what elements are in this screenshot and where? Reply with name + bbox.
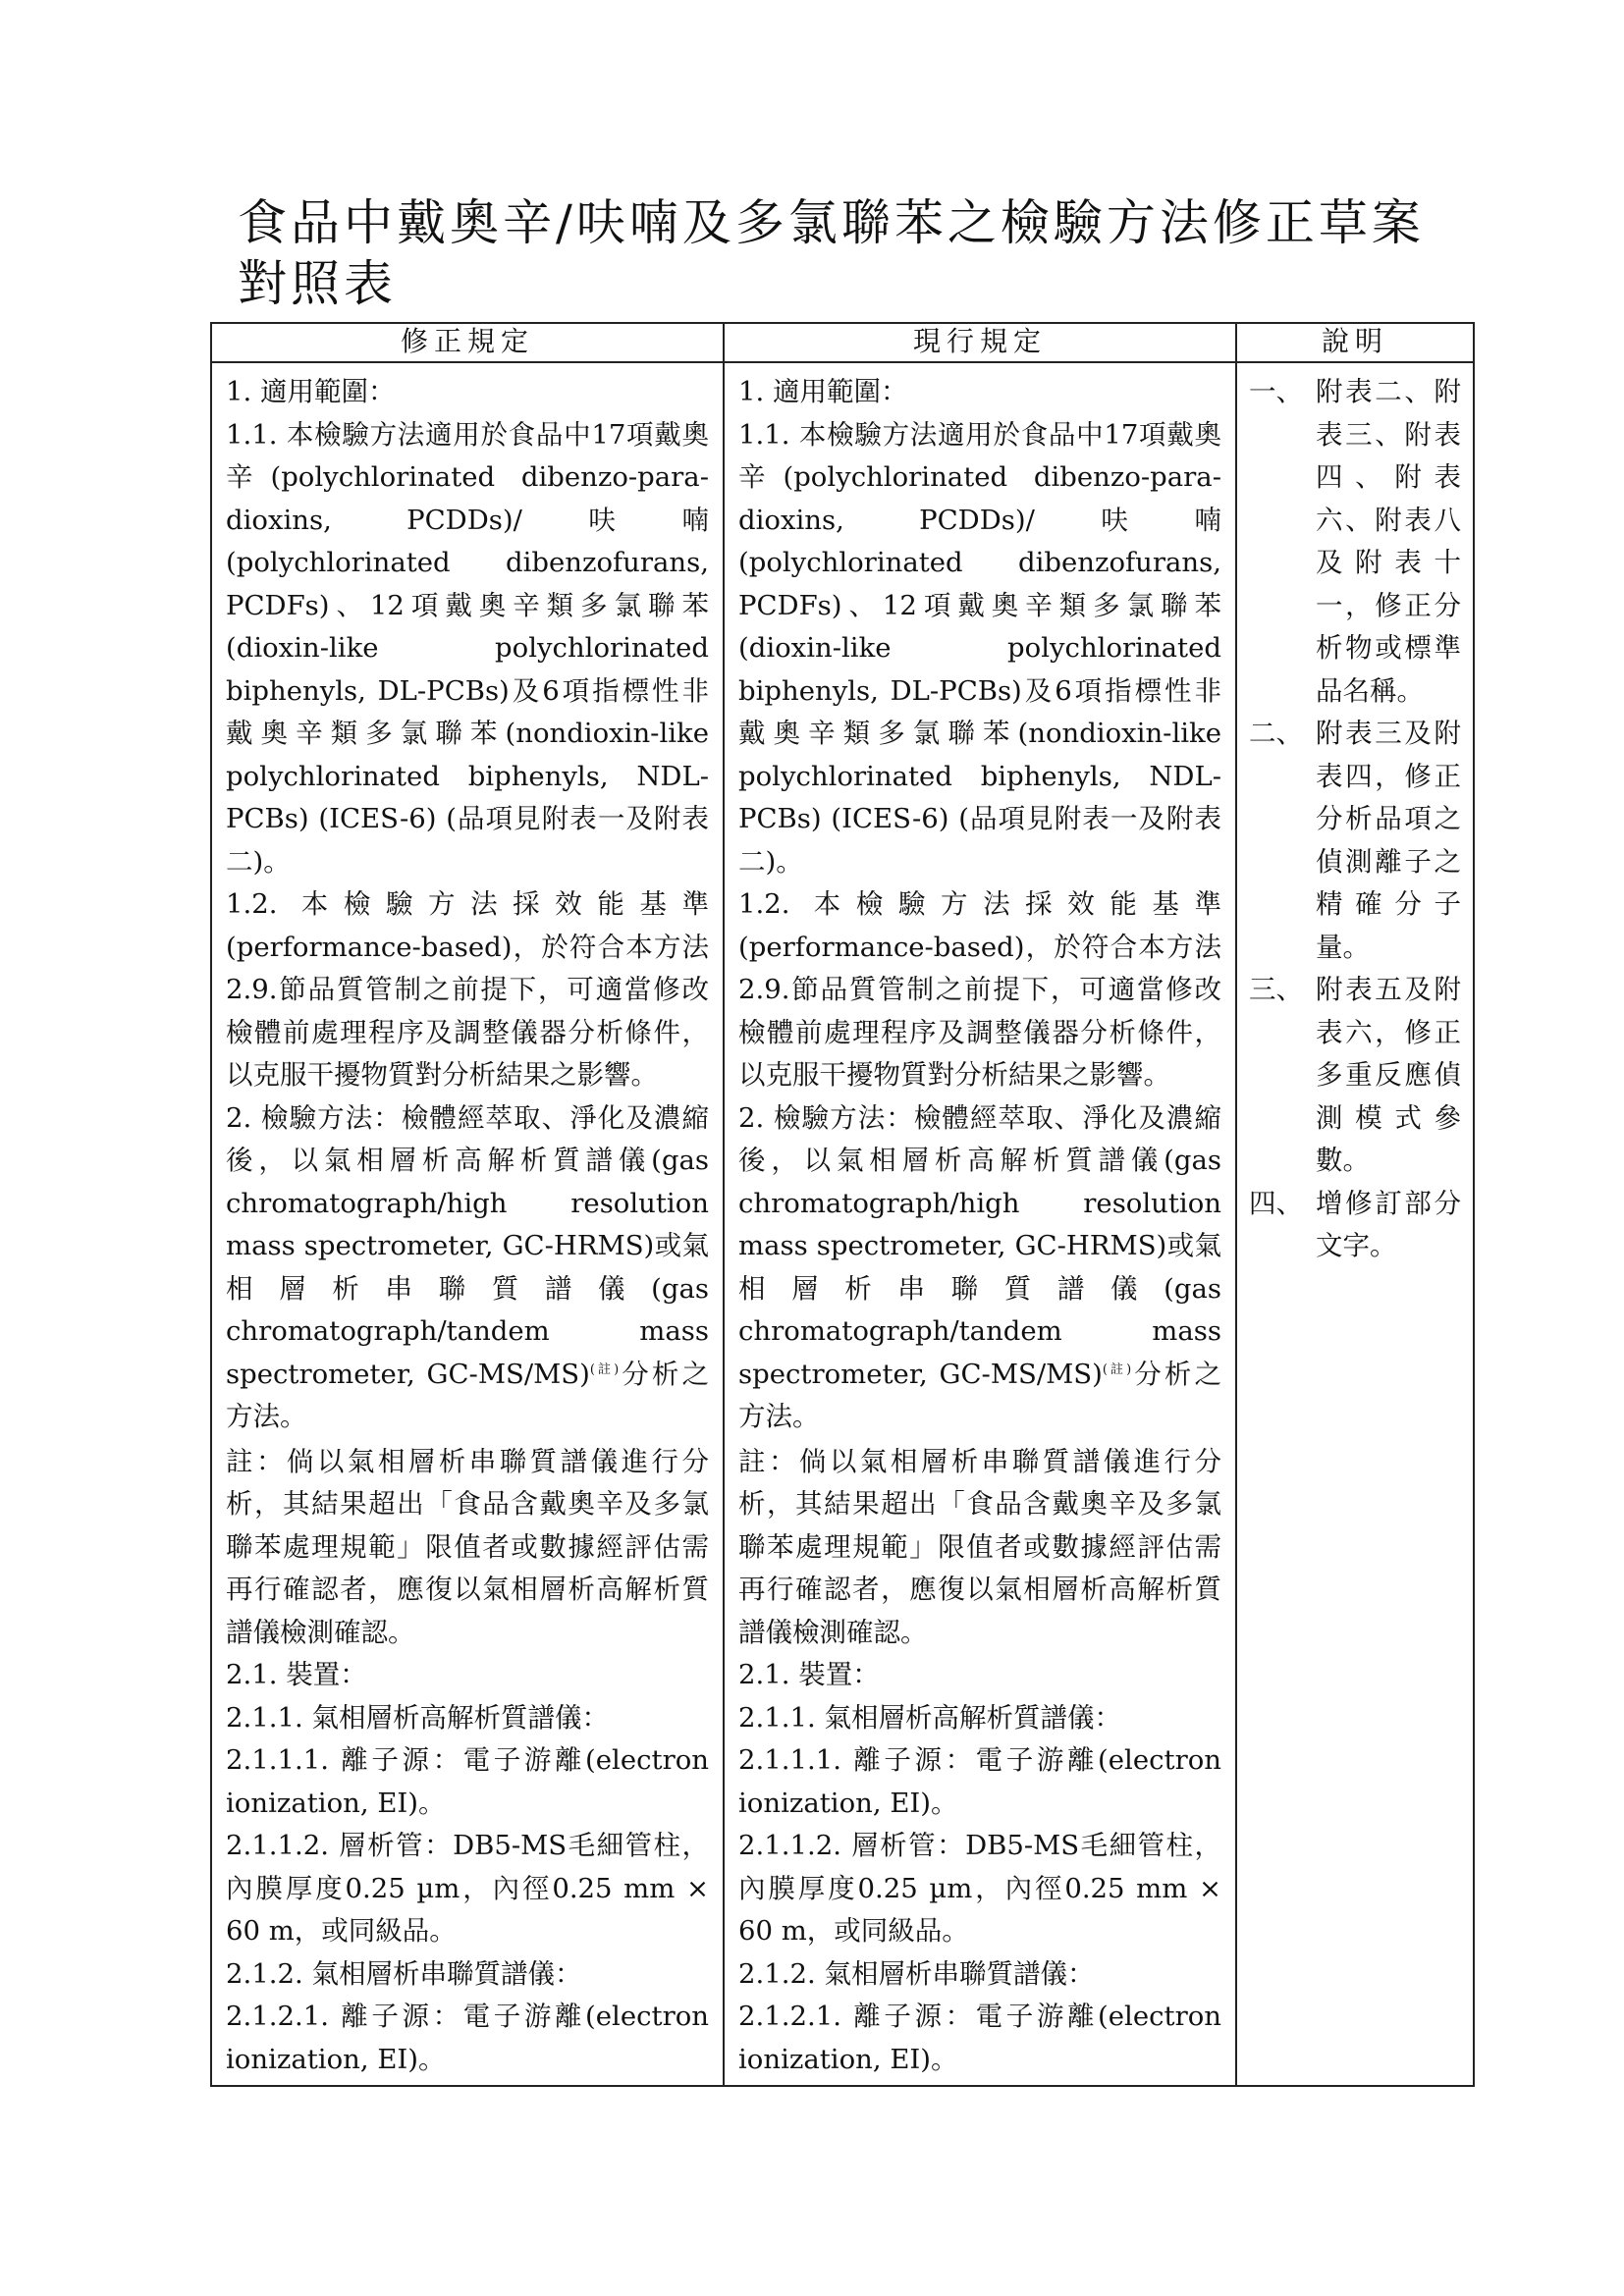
note-text: 附表五及附表六，修正多重反應偵測模式參數。 — [1316, 974, 1461, 1176]
note-text: 附表三及附表四，修正分析品項之偵測離子之精確分子量。 — [1316, 718, 1461, 963]
note-text: 增修訂部分文字。 — [1316, 1187, 1461, 1261]
revised-column — [211, 362, 724, 2086]
note-marker: 四、 — [1249, 1187, 1303, 1219]
note-text: 附表二、附表三、附表四、附表六、附表八及附表十一，修正分析物或標準品名稱。 — [1316, 376, 1461, 707]
revised-method-text: 2. 檢驗方法：檢體經萃取、淨化及濃縮後，以氣相層析高解析質譜儀(gas chromatograph/high resolution mass spectrometer, GC-HRMS)或氣相層析串聯質譜儀(gas chromatograph/tandem mass spectrometer, GC-MS/MS) — [226, 1101, 709, 1390]
current-para: 2.1.1.1. 離子源：電子游離(electron ionization, EI)。 — [738, 1744, 1221, 1819]
current-para: 2.1.1. 氣相層析高解析質譜儀： — [738, 1701, 1121, 1734]
current-para — [738, 1097, 1221, 1439]
header-revised: 修正規定 — [211, 323, 724, 362]
note-marker: 一、 — [1249, 376, 1303, 407]
current-para: 2.1.2.1. 離子源：電子游離(electron ionization, EI)。 — [738, 2001, 1221, 2075]
revised-para: 1.1. 本檢驗方法適用於食品中17項戴奧辛(polychlorinated dibenzo-para-dioxins, PCDDs)/呋喃(polychlorinated dibenzofurans, PCDFs)、12項戴奧辛類多氯聯苯(dioxin-like polychlorinated biphenyls, DL-PCBs)及6項指標性非戴奧辛類多氯聯苯(nondioxin-like polychlorinated biphenyls, NDL-PCBs) (ICES-6) (品項見附表一及附表二)。 — [226, 418, 709, 878]
note-marker: 二、 — [1249, 718, 1303, 749]
revised-para: 2.1.2.1. 離子源：電子游離(electron ionization, EI)。 — [226, 2001, 709, 2075]
note-item — [1249, 969, 1465, 1183]
revised-method-tail: 分析之方法。 — [226, 1358, 709, 1432]
footnote-marker: (註) — [1102, 1362, 1132, 1377]
note-item — [1249, 1183, 1465, 1268]
revised-para: 1. 適用範圍： — [226, 376, 396, 407]
table-row — [211, 362, 1474, 2086]
footnote-marker: (註) — [589, 1362, 620, 1377]
note-marker: 三、 — [1249, 974, 1303, 1005]
note-item — [1249, 713, 1465, 969]
revised-para: 2.1.1. 氣相層析高解析質譜儀： — [226, 1701, 609, 1734]
current-para: 1.2. 本檢驗方法採效能基準(performance-based)，於符合本方法2.9.節品質管制之前提下，可適當修改檢體前處理程序及調整儀器分析條件，以克服干擾物質對分析結果之影響。 — [738, 888, 1221, 1091]
revised-para: 2.1.1.1. 離子源：電子游離(electron ionization, EI)。 — [226, 1744, 709, 1819]
current-para: 1.1. 本檢驗方法適用於食品中17項戴奧辛(polychlorinated dibenzo-para-dioxins, PCDDs)/呋喃(polychlorinated dibenzofurans, PCDFs)、12項戴奧辛類多氯聯苯(dioxin-like polychlorinated biphenyls, DL-PCBs)及6項指標性非戴奧辛類多氯聯苯(nondioxin-like polychlorinated biphenyls, NDL-PCBs) (ICES-6) (品項見附表一及附表二)。 — [738, 418, 1221, 878]
current-para: 1. 適用範圍： — [738, 376, 908, 407]
revised-para — [226, 1097, 709, 1439]
revised-para: 1.2. 本檢驗方法採效能基準(performance-based)，於符合本方法2.9.節品質管制之前提下，可適當修改檢體前處理程序及調整儀器分析條件，以克服干擾物質對分析結果之影響。 — [226, 888, 709, 1091]
note-column — [1236, 362, 1474, 2086]
current-para: 2.1.2. 氣相層析串聯質譜儀： — [738, 1957, 1095, 1990]
current-para: 註：倘以氣相層析串聯質譜儀進行分析，其結果超出「食品含戴奧辛及多氯聯苯處理規範」限值者或數據經評估需再行確認者，應復以氣相層析高解析質譜儀檢測確認。 — [738, 1445, 1221, 1648]
current-column — [724, 362, 1236, 2086]
current-method-text: 2. 檢驗方法：檢體經萃取、淨化及濃縮後，以氣相層析高解析質譜儀(gas chromatograph/high resolution mass spectrometer, GC-HRMS)或氣相層析串聯質譜儀(gas chromatograph/tandem mass spectrometer, GC-MS/MS) — [738, 1101, 1221, 1390]
revised-para: 2.1. 裝置： — [226, 1659, 367, 1690]
header-note: 說明 — [1236, 323, 1474, 362]
current-para: 2.1. 裝置： — [738, 1659, 880, 1690]
page-title: 食品中戴奧辛/呋喃及多氯聯苯之檢驗方法修正草案對照表 — [238, 194, 1425, 312]
comparison-table — [210, 322, 1475, 2087]
table-header-row — [211, 323, 1474, 362]
current-para: 2.1.1.2. 層析管：DB5-MS毛細管柱，內膜厚度0.25 µm，內徑0.25 mm × 60 m，或同級品。 — [738, 1830, 1221, 1947]
revised-para: 註：倘以氣相層析串聯質譜儀進行分析，其結果超出「食品含戴奧辛及多氯聯苯處理規範」限值者或數據經評估需再行確認者，應復以氣相層析高解析質譜儀檢測確認。 — [226, 1445, 709, 1648]
note-item — [1249, 371, 1465, 713]
revised-para: 2.1.2. 氣相層析串聯質譜儀： — [226, 1957, 582, 1990]
current-method-tail: 分析之方法。 — [738, 1358, 1221, 1432]
revised-para: 2.1.1.2. 層析管：DB5-MS毛細管柱，內膜厚度0.25 µm，內徑0.25 mm × 60 m，或同級品。 — [226, 1830, 709, 1947]
header-current: 現行規定 — [724, 323, 1236, 362]
